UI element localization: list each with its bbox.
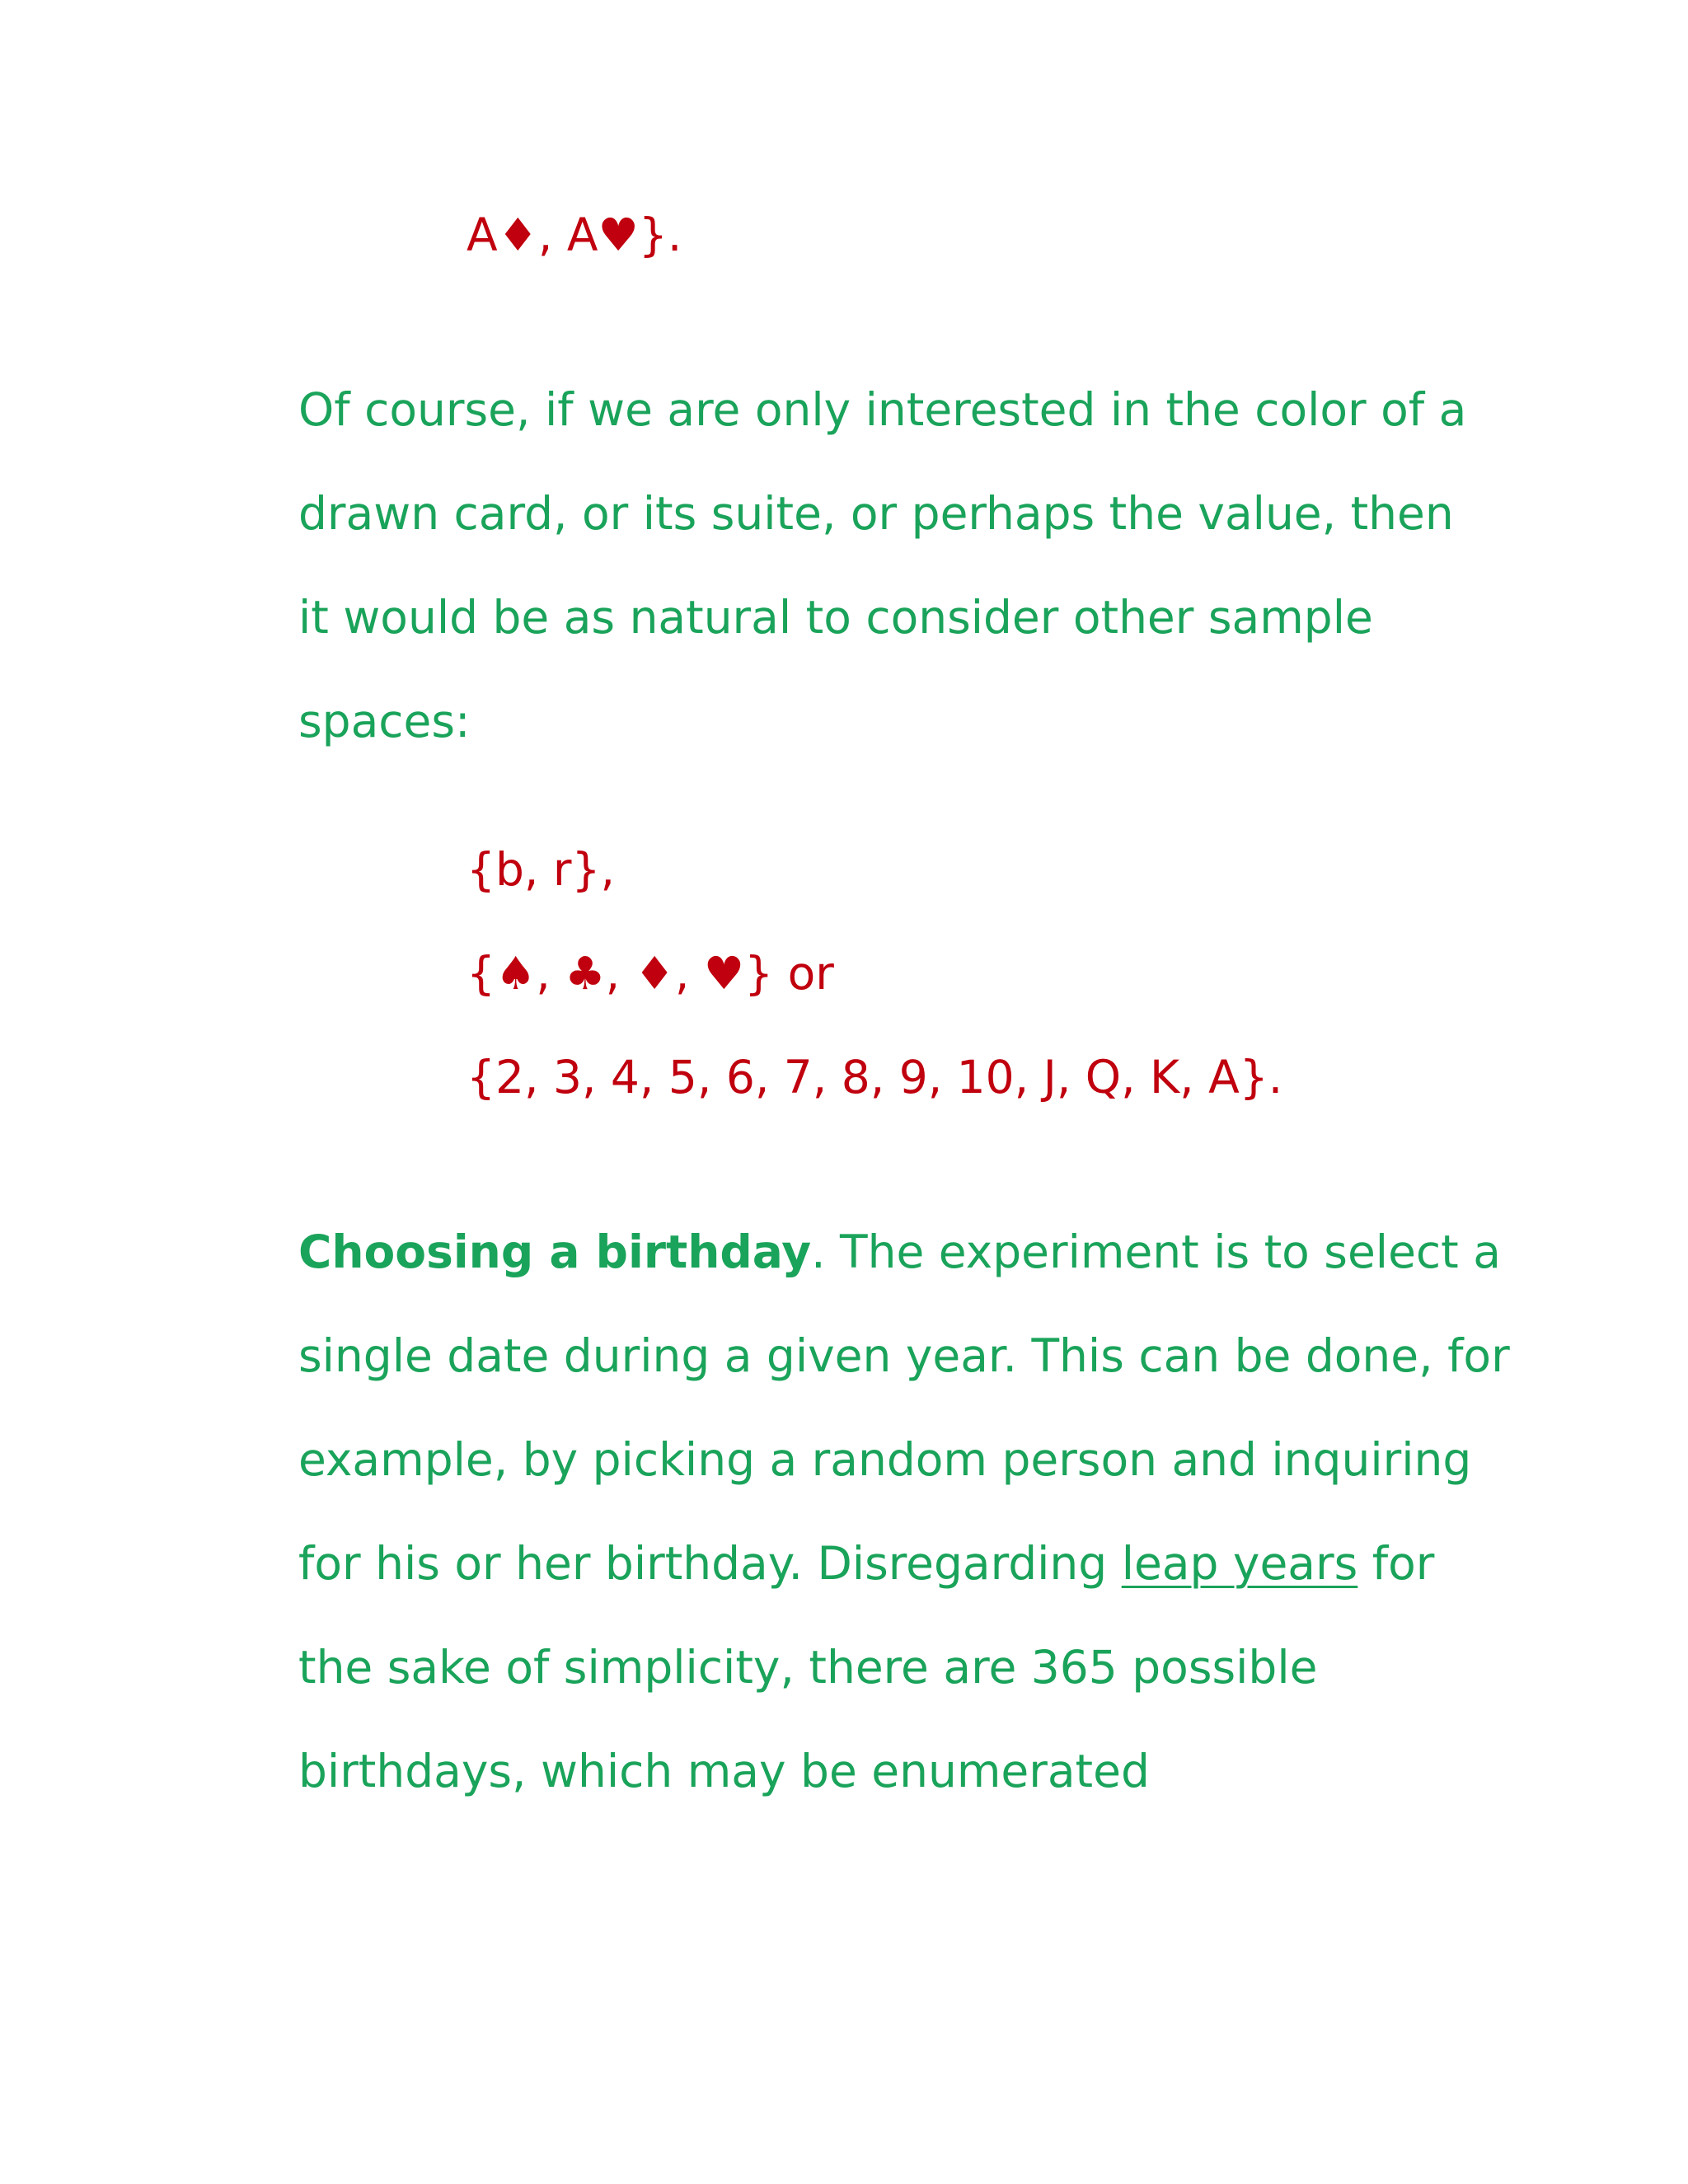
or-word: or [773, 947, 834, 1000]
paragraph-2-line-2: single date during a given year. This can be done, for [298, 1329, 1510, 1382]
paragraph-2-line-1 [298, 1223, 1501, 1281]
paragraph-1-line-2: drawn card, or its suite, or perhaps the value, then [298, 487, 1454, 540]
leap-years-link[interactable]: leap years [1121, 1537, 1358, 1590]
paragraph-1-line-1: Of course, if we are only interested in the color of a [298, 383, 1467, 436]
sample-space-suits: {♠, ♣, ♦, ♥} [467, 947, 774, 1000]
paragraph-2-line-4-start: for his or her birthday. Disregarding [298, 1537, 1122, 1590]
paragraph-2-line-4-end: for [1357, 1537, 1435, 1590]
paragraph-2-line-4 [298, 1535, 1434, 1592]
paragraph-1-line-4: spaces: [298, 695, 471, 748]
sample-space-values: {2, 3, 4, 5, 6, 7, 8, 9, 10, J, Q, K, A}. [467, 1051, 1283, 1104]
paragraph-2-line-6: birthdays, which may be enumerated [298, 1745, 1150, 1797]
paragraph-2-line-1-text: . The experiment is to select a [811, 1226, 1501, 1278]
paragraph-1-line-3: it would be as natural to consider other sample [298, 591, 1373, 644]
paragraph-2-line-3: example, by picking a random person and inquiring [298, 1433, 1472, 1486]
sample-space-colors: {b, r}, [467, 843, 615, 896]
paragraph-2-line-5: the sake of simplicity, there are 365 possible [298, 1641, 1318, 1694]
paragraph-2-heading: Choosing a birthday [298, 1226, 812, 1278]
set-continuation-line: A♦, A♥}. [467, 209, 682, 261]
sample-space-suits-line [467, 944, 834, 1002]
